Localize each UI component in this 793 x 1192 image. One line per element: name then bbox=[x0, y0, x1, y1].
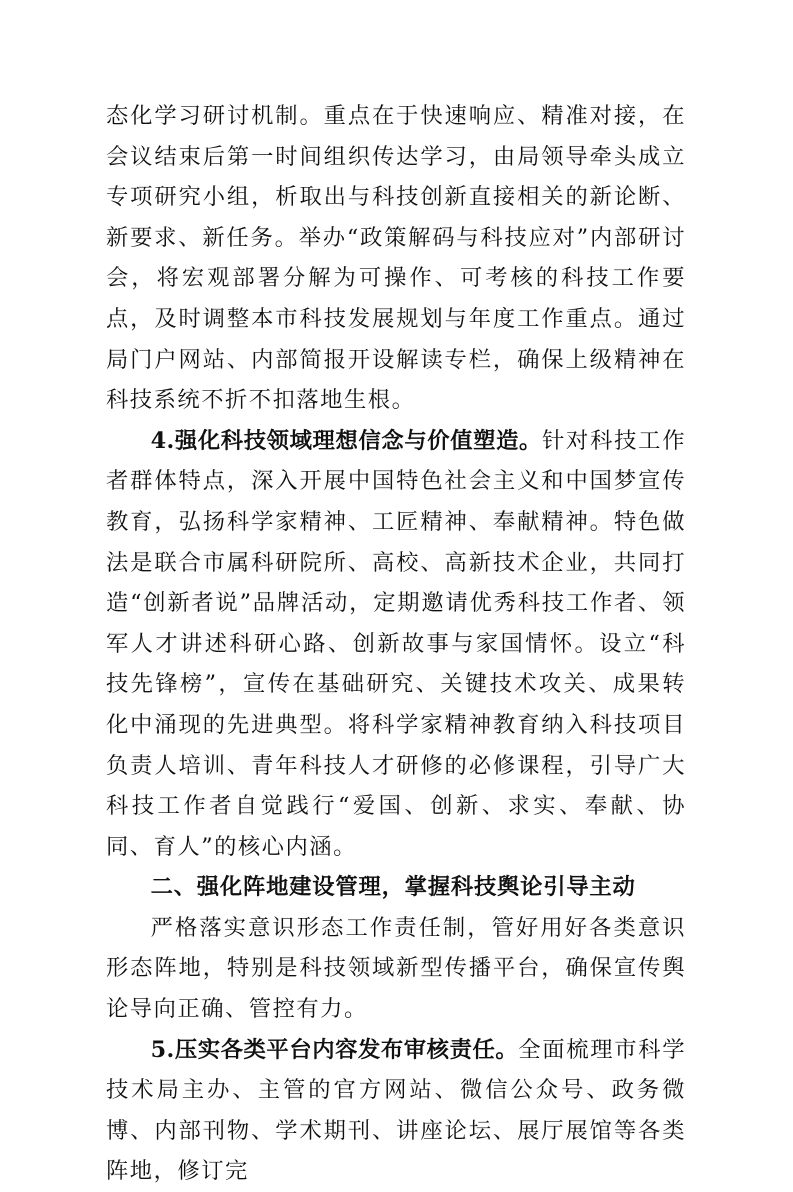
item-5-title: 5.压实各类平台内容发布审核责任。 bbox=[150, 1036, 519, 1063]
paragraph-text: 态化学习研讨机制。重点在于快速响应、精准对接，在会议结束后第一时间组织传达学习，由局领导牵头成立专项研究小组，析取出与科技创新直接相关的新论断、新要求、新任务。举办“政策解码与科技应对”内部研讨会，将宏观部署分解为可操作、可考核的科技工作要点，及时调整本市科技发展规划与年度工作重点。通过局门户网站、内部简报开设解读专栏，确保上级精神在科技系统不折不扣落地生根。 bbox=[106, 103, 686, 414]
document-page bbox=[106, 96, 686, 1192]
item-4-title: 4.强化科技领域理想信念与价值塑造。 bbox=[150, 427, 542, 454]
item-5-text: 全面梳理市科学技术局主办、主管的官方网站、微信公众号、政务微博、内部刊物、学术期刊、讲座论坛、展厅展馆等各类阵地，修订完 bbox=[106, 1036, 686, 1185]
section-intro-text: 严格落实意识形态工作责任制，管好用好各类意识形态阵地，特别是科技领域新型传播平台，确保宣传舆论导向正确、管控有力。 bbox=[106, 914, 686, 1023]
section-heading-2: 二、强化阵地建设管理，掌握科技舆论引导主动 bbox=[150, 874, 636, 901]
item-4-text: 针对科技工作者群体特点，深入开展中国特色社会主义和中国梦宣传教育，弘扬科学家精神、工匠精神、奉献精神。特色做法是联合市属科研院所、高校、高新技术企业，共同打造“创新者说”品牌活动，定期邀请优秀科技工作者、领军人才讲述科研心路、创新故事与家国情怀。设立“科技先锋榜”，宣传在基础研究、关键技术攻关、成果转化中涌现的先进典型。将科学家精神教育纳入科技项目负责人培训、青年科技人才研修的必修课程，引导广大科技工作者自觉践行“爱国、创新、求实、奉献、协同、育人”的核心内涵。 bbox=[106, 427, 686, 860]
section-intro-paragraph bbox=[106, 908, 686, 1030]
paragraph-item-4 bbox=[106, 421, 686, 868]
paragraph-continued bbox=[106, 96, 686, 421]
paragraph-item-5 bbox=[106, 1030, 686, 1192]
